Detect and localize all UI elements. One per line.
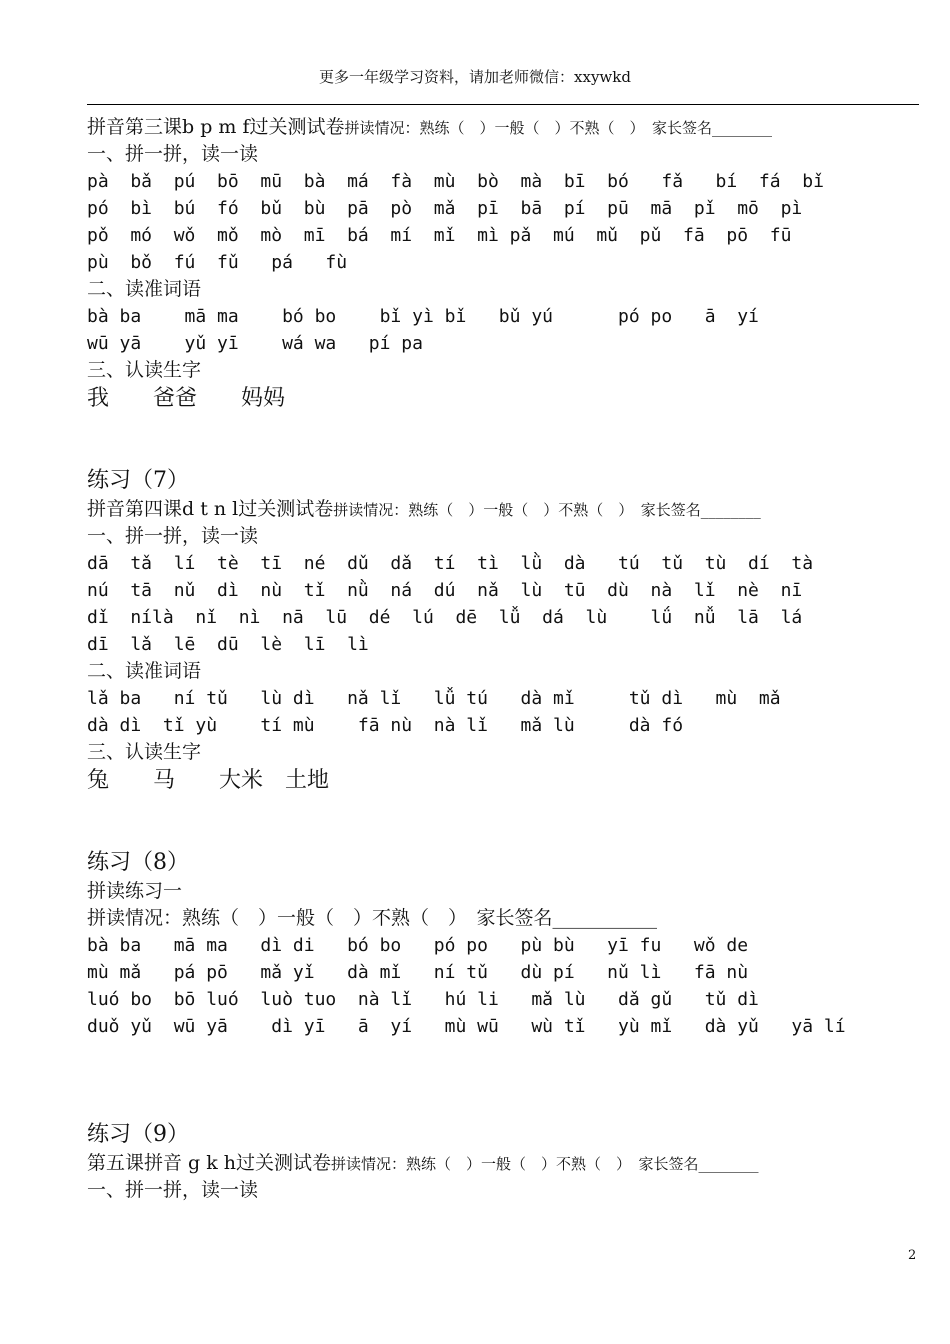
exercise7-heading: 练习（7） <box>87 468 189 493</box>
pinyin-row: dā tǎ lí tè tī né dǔ dǎ tí tì lǜ dà tú tǔ tù dí tà <box>87 553 814 574</box>
word-row: duǒ yǔ wū yā dì yī ā yí mù wū wù tǐ yù mǐ dà yǔ yā lí <box>87 1016 846 1037</box>
pinyin-row: pǒ mó wǒ mǒ mò mī bá mí mǐ mì pǎ mú mǔ pǔ fā pō fū <box>87 225 792 246</box>
word-row: dà dì tǐ yù tí mù fā nù nà lǐ mǎ lù dà fó <box>87 715 684 736</box>
word-row: bà ba mā ma dì di bó bo pó po pù bù yī fu wǒ de <box>87 935 749 956</box>
lesson4-title: 拼音第四课d t n l过关测试卷 <box>87 498 334 520</box>
lesson3-title-line <box>87 114 922 141</box>
lesson3-sub3: 三、认读生字 <box>87 359 202 381</box>
lesson4-title-line <box>87 496 922 523</box>
lesson4-sub1: 一、拼一拼，读一读 <box>87 525 259 547</box>
lesson4-sub2: 二、读准词语 <box>87 660 202 682</box>
word-row: mù mǎ pá pō mǎ yǐ dà mǐ ní tǔ dù pí nǔ lì fā nù <box>87 962 749 983</box>
pinyin-row: pó bì bú fó bǔ bù pā pò mǎ pī bā pí pū mā pǐ mō pì <box>87 198 803 219</box>
exercise8-status: 拼读情况：熟练（ ）一般（ ）不熟（ ） 家长签名___________ <box>87 907 658 929</box>
lesson4-status: 拼读情况：熟练（ ）一般（ ）不熟（ ） 家长签名________ <box>333 501 761 519</box>
pinyin-row: dī lǎ lē dū lè lī lì <box>87 634 369 655</box>
exercise8-title: 拼读练习一 <box>87 880 183 902</box>
exercise9-heading: 练习（9） <box>87 1122 189 1147</box>
word-row: lǎ ba ní tǔ lù dì nǎ lǐ lǚ tú dà mǐ tǔ dì mù mǎ <box>87 688 781 709</box>
lesson3-status: 拼读情况：熟练（ ）一般（ ）不熟（ ） 家长签名________ <box>344 119 773 137</box>
exercise8-heading: 练习（8） <box>87 850 189 875</box>
word-row: luó bo bō luó luò tuo nà lǐ hú li mǎ lù dǎ gǔ tǔ dì <box>87 989 759 1010</box>
lesson3-sub2: 二、读准词语 <box>87 278 202 300</box>
lesson4-characters: 兔 马 大米 土地 <box>87 768 330 793</box>
lesson5-sub1: 一、拼一拼，读一读 <box>87 1179 259 1201</box>
lesson5-title-line <box>87 1150 922 1177</box>
lesson5-title: 第五课拼音 g k h过关测试卷 <box>87 1152 332 1174</box>
pinyin-row: nú tā nǔ dì nù tǐ nǜ ná dú nǎ lù tū dù nà lǐ nè nī <box>87 580 803 601</box>
lesson3-sub1: 一、拼一拼，读一读 <box>87 143 259 165</box>
page-number: 2 <box>908 1248 917 1263</box>
lesson3-title: 拼音第三课b p m f过关测试卷 <box>87 116 345 138</box>
pinyin-row: dǐ nílà nǐ nì nā lū dé lú dē lǚ dá lù lǘ nǚ lā lá <box>87 607 803 628</box>
worksheet-content <box>87 114 922 1204</box>
word-row: wū yā yǔ yī wá wa pí pa <box>87 333 423 354</box>
top-note: 更多一年级学习资料，请加老师微信：xxywkd <box>319 68 631 86</box>
lesson5-status: 拼读情况：熟练（ ）一般（ ）不熟（ ） 家长签名________ <box>331 1155 759 1173</box>
header-divider <box>87 104 919 105</box>
pinyin-row: pù bǒ fú fǔ pá fù <box>87 252 348 273</box>
lesson4-sub3: 三、认读生字 <box>87 741 202 763</box>
pinyin-row: pà bǎ pú bō mū bà má fà mù bò mà bī bó fǎ bí fá bǐ <box>87 171 824 192</box>
lesson3-characters: 我 爸爸 妈妈 <box>87 386 286 411</box>
word-row: bà ba mā ma bó bo bǐ yì bǐ bǔ yú pó po ā yí <box>87 306 759 327</box>
